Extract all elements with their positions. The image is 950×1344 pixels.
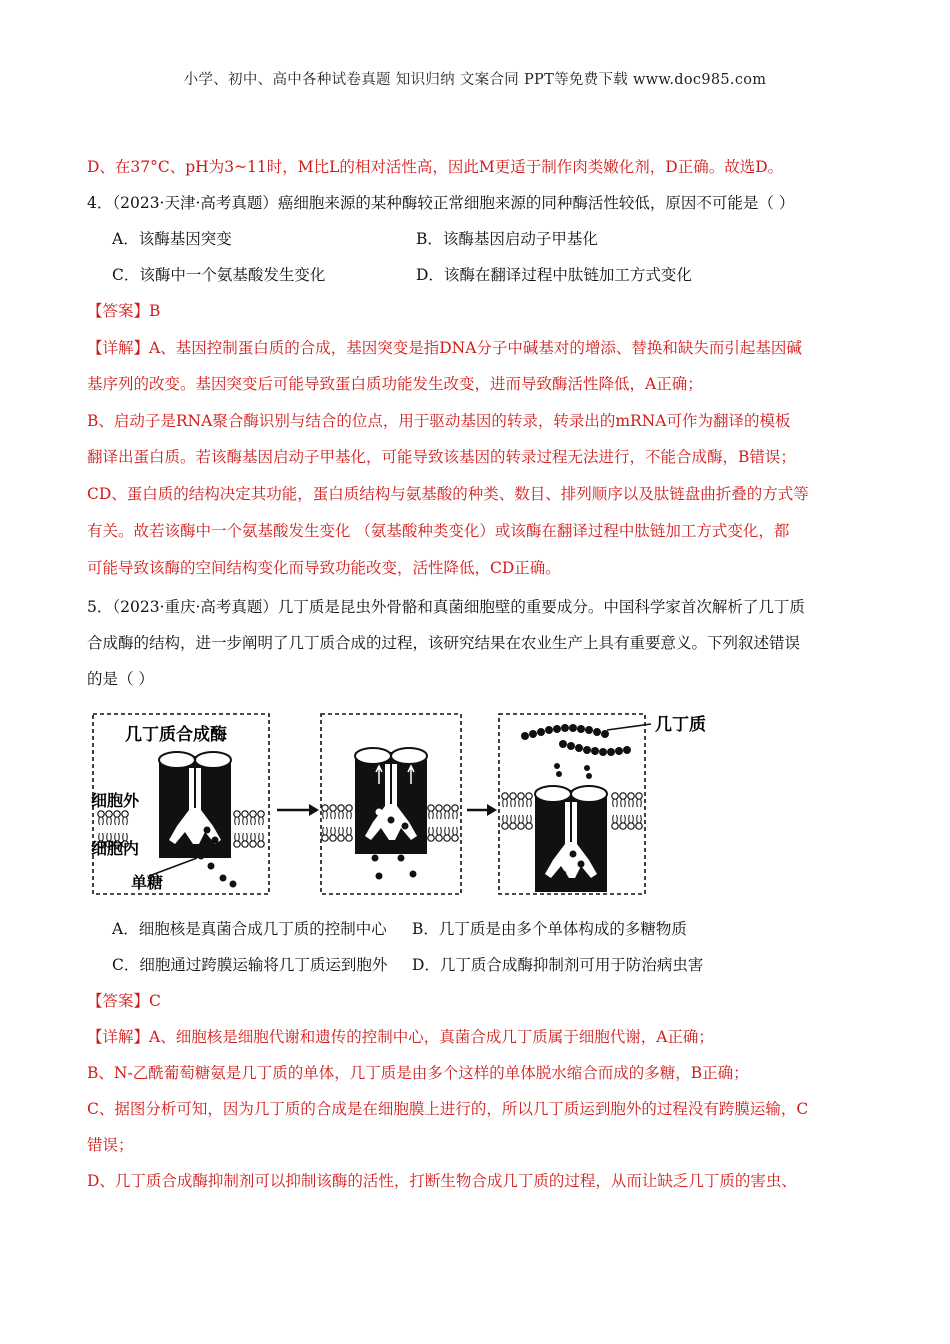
q4-detail-line-3: B、启动子是RNA聚合酶识别与结合的位点，用于驱动基因的转录，转录出的mRNA可作为翻译的模板 — [87, 412, 791, 430]
q5-detail-line-4: 错误； — [87, 1136, 134, 1154]
q5-stem-line-3: 的是（ ） — [87, 670, 154, 688]
q4-answer — [87, 300, 867, 322]
chitin-label: 几丁质 — [655, 715, 706, 735]
chitin-synthase-figure — [87, 708, 787, 898]
inside-label: 细胞内 — [91, 839, 140, 858]
q5-stem-line-1: 5．（2023·重庆·高考真题）几丁质是昆虫外骨骼和真菌细胞壁的重要成分。中国科学家首次解析了几丁质 — [87, 598, 805, 616]
q4-option-b: B．该酶基因启动子甲基化 — [416, 230, 598, 248]
q5-option-d: D．几丁质合成酶抑制剂可用于防治病虫害 — [412, 956, 704, 974]
q4-detail-line-2: 基序列的改变。基因突变后可能导致蛋白质功能发生改变，进而导致酶活性降低，A正确； — [87, 375, 703, 393]
q5-detail-line-1 — [87, 1026, 867, 1048]
answer-label: 【答案】 — [87, 302, 150, 320]
detail-text: A、基因控制蛋白质的合成，基因突变是指DNA分子中碱基对的增添、替换和缺失而引起基因碱 — [149, 339, 802, 357]
answer-value: B — [149, 302, 161, 320]
q5-option-b: B．几丁质是由多个单体构成的多糖物质 — [412, 920, 687, 938]
figure-svg — [87, 708, 787, 898]
q5-stem-line-2: 合成酶的结构，进一步阐明了几丁质合成的过程，该研究结果在农业生产上具有重要意义。下列叙述错误 — [87, 634, 801, 652]
q4-detail-line-6: 有关。故若该酶中一个氨基酸发生变化 （氨基酸种类变化）或该酶在翻译过程中肽链加工方式变化，都 — [87, 522, 790, 540]
outside-label: 细胞外 — [91, 791, 140, 810]
enzyme-label: 几丁质合成酶 — [125, 725, 227, 745]
detail-label: 【详解】 — [87, 1028, 150, 1046]
monosaccharide-label: 单糖 — [131, 873, 164, 892]
q4-stem: 4．（2023·天津·高考真题）癌细胞来源的某种酶较正常细胞来源的同种酶活性较低，原因不可能是（ ） — [87, 194, 795, 212]
q5-detail-line-5: D、几丁质合成酶抑制剂可以抑制该酶的活性，打断生物合成几丁质的过程，从而让缺乏几丁质的害虫、 — [87, 1172, 797, 1190]
q3-option-d-explanation: D、在37°C、pH为3~11时，M比L的相对活性高，因此M更适于制作肉类嫩化剂，D正确。故选D。 — [87, 158, 784, 176]
q4-option-d: D．该酶在翻译过程中肽链加工方式变化 — [416, 266, 692, 284]
q4-detail-line-1 — [87, 337, 867, 359]
q5-option-c: C．细胞通过跨膜运输将几丁质运到胞外 — [112, 956, 388, 974]
q5-detail-line-2: B、N-乙酰葡萄糖氨是几丁质的单体，几丁质是由多个这样的单体脱水缩合而成的多糖，B正确； — [87, 1064, 749, 1082]
q4-detail-line-7: 可能导致该酶的空间结构变化而导致功能改变，活性降低，CD正确。 — [87, 559, 561, 577]
answer-value: C — [149, 992, 161, 1010]
q5-answer — [87, 990, 867, 1012]
answer-label: 【答案】 — [87, 992, 150, 1010]
page-header: 小学、初中、高中各种试卷真题 知识归纳 文案合同 PPT等免费下载 www.doc985.com — [183, 72, 767, 88]
q4-option-c: C．该酶中一个氨基酸发生变化 — [112, 266, 326, 284]
detail-label: 【详解】 — [87, 339, 150, 357]
detail-text: A、细胞核是细胞代谢和遗传的控制中心，真菌合成几丁质属于细胞代谢，A正确； — [149, 1028, 714, 1046]
q4-detail-line-5: CD、蛋白质的结构决定其功能，蛋白质结构与氨基酸的种类、数目、排列顺序以及肽链盘曲折叠的方式等 — [87, 485, 809, 503]
q4-detail-line-4: 翻译出蛋白质。若该酶基因启动子甲基化，可能导致该基因的转录过程无法进行，不能合成酶，B错误； — [87, 448, 796, 466]
q5-detail-line-3: C、据图分析可知，因为几丁质的合成是在细胞膜上进行的，所以几丁质运到胞外的过程没有跨膜运输，C — [87, 1100, 809, 1118]
q5-option-a: A．细胞核是真菌合成几丁质的控制中心 — [112, 920, 387, 938]
q4-option-a: A．该酶基因突变 — [112, 230, 232, 248]
